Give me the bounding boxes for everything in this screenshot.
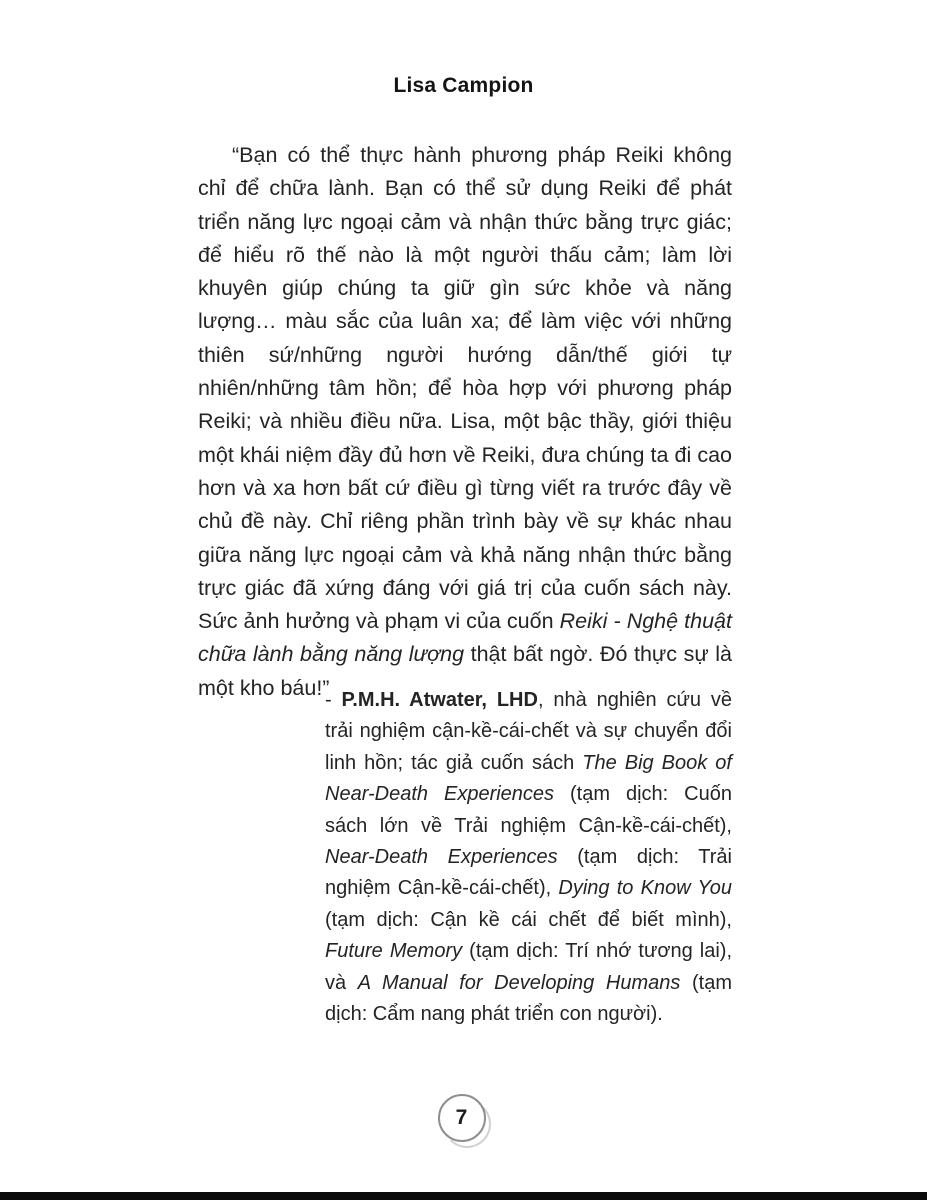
quote-paragraph: “Bạn có thể thực hành phương pháp Reiki không chỉ để chữa lành. Bạn có thể sử dụng Reiki để phát triển năng lực ngoại cảm và nhận thức bằng trực giác; để hiểu rõ thế nào là một người thấu cảm; làm lời khuyên giúp chúng ta giữ gìn sức khỏe và năng lượng… màu sắc của luân xa; để làm việc với những thiên sứ/những người hướng dẫn/thế giới tự nhiên/những tâm hồn; để hòa hợp với phương pháp Reiki; và nhiều điều nữa. Lisa, một bậc thầy, giới thiệu một khái niệm đầy đủ hơn về Reiki, đưa chúng ta đi cao hơn và xa hơn bất cứ điều gì từng viết ra trước đây về chủ đề này. Chỉ riêng phần trình bày về sự khác nhau giữa năng lực ngoại cảm và khả năng nhận thức bằng trực giác đã xứng đáng với giá trị của cuốn sách này. Sức ảnh hưởng và phạm vi của cuốn Reiki - Nghệ thuật chữa lành bằng năng lượng thật bất ngờ. Đó thực sự là một kho báu!” [198,143,732,700]
page-number-ornament [438,1094,490,1146]
page-number: 7 [455,1106,468,1129]
running-head-author: Lisa Campion [393,74,534,97]
bottom-edge-bar [0,1192,927,1200]
attribution-paragraph: - P.M.H. Atwater, LHD, nhà nghiên cứu về trải nghiệm cận-kề-cái-chết và sự chuyển đổi linh hồn; tác giả cuốn sách The Big Book of Near-Death Experiences (tạm dịch: Cuốn sách lớn về Trải nghiệm Cận-kề-cái-chết), Near-Death Experiences (tạm dịch: Trải nghiệm Cận-kề-cái-chết), Dying to Know You (tạm dịch: Cận kề cái chết để biết mình), Future Memory (tạm dịch: Trí nhớ tương lai), và A Manual for Developing Humans (tạm dịch: Cẩm nang phát triển con người). [325,689,733,1026]
page-number-circle [438,1094,486,1142]
